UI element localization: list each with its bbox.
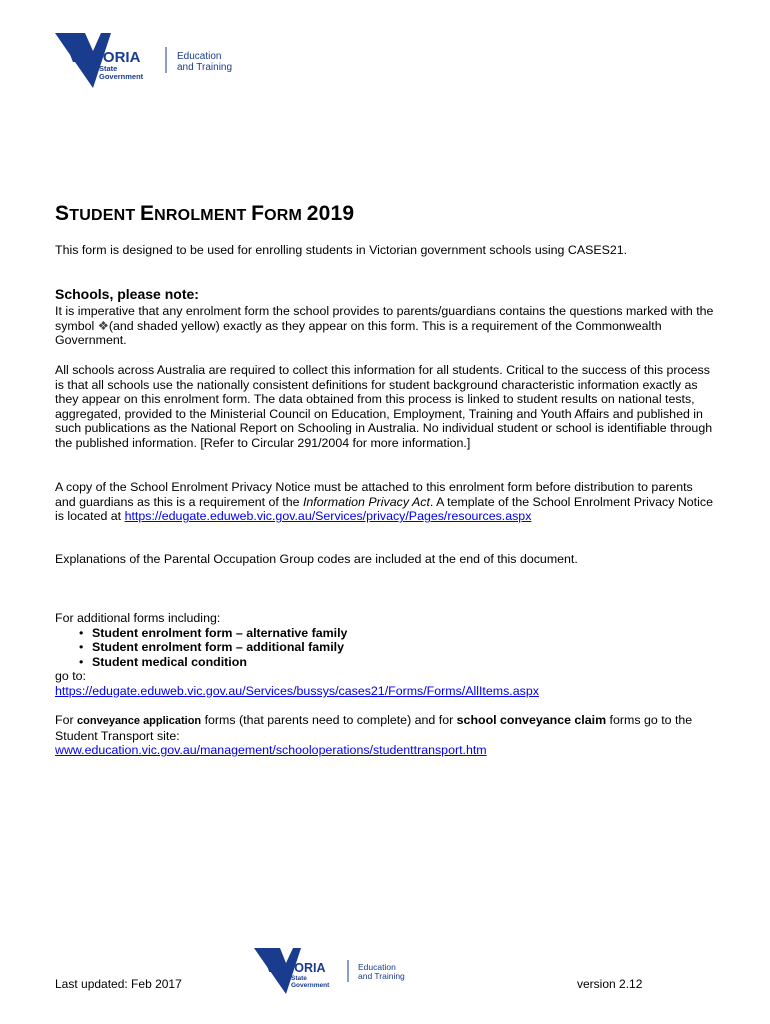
footer-logo-sub1: State (291, 975, 307, 982)
privacy-notice-paragraph: A copy of the School Enrolment Privacy Notice must be attached to this enrolment form before distribution to parents and guardians as this is a requirement of the Information Privacy Act. A template of the School Enrolment Privacy Notice is located at https://edugate.eduweb.vic.gov.au/Services/privacy/Pages/resources.aspx (55, 480, 713, 524)
logo-sub1: State (99, 64, 118, 73)
victoria-education-logo (55, 33, 255, 88)
footer-victoria-logo (254, 948, 424, 994)
national-data-paragraph: All schools across Australia are required to collect this information for all students. Critical to the success of this process is that all schools use the nationally consistent definitions for student background characteristic information exactly as they appear on this enrolment form. The data obtained from this process is linked to student results on national tests, aggregated, provided to the Ministerial Council on Education, Employment, Training and Youth Affairs and published in such publications as the National Report on Schooling in Australia. No individual student or school is identifiable through the published information. [Refer to Circular 291/2004 for more information.] (55, 363, 713, 450)
goto-label: go to: (55, 669, 87, 684)
diamond-symbol-icon: ❖ (97, 318, 109, 333)
schools-note-heading: Schools, please note: (55, 286, 199, 302)
requirement-paragraph: It is imperative that any enrolment form the school provides to parents/guardians contains the questions marked with the symbol ❖(and shaded yellow) exactly as they appear on this form. This is a requirement of the Commonwealth Government. (55, 304, 714, 348)
list-item: • Student enrolment form – alternative family (92, 626, 715, 641)
footer-logo-brand: VICTORIA (266, 961, 326, 975)
version-number: version 2.12 (577, 977, 643, 991)
conveyance-section: For conveyance application forms (that parents need to complete) and for school conveyance claim forms go to the Student Transport site: www.education.vic.gov.au/management/schooloperations/studenttransport.htm (55, 713, 693, 758)
logo-sub2: Government (99, 72, 144, 81)
occupation-codes-paragraph: Explanations of the Parental Occupation Group codes are included at the end of this document. (55, 552, 578, 566)
footer-logo-dept1: Education (358, 962, 396, 972)
last-updated: Last updated: Feb 2017 (55, 977, 182, 991)
logo-dept2: and Training (177, 62, 233, 73)
list-item: • Student enrolment form – additional family (92, 640, 715, 655)
logo-brand: VICTORIA (69, 49, 141, 66)
page-title: STUDENT ENROLMENT FORM 2019 (55, 202, 355, 225)
intro-text: This form is designed to be used for enrolling students in Victorian government schools using CASES21. (55, 243, 628, 257)
list-item: • Student medical condition (92, 655, 715, 670)
footer-logo-sub2: Government (291, 982, 330, 989)
footer-logo-dept2: and Training (358, 971, 405, 981)
forms-list (55, 626, 715, 670)
additional-forms-section (55, 611, 715, 699)
student-transport-link[interactable]: www.education.vic.gov.au/management/schooloperations/studenttransport.htm (55, 743, 487, 758)
logo-dept1: Education (177, 51, 222, 62)
additional-forms-intro: For additional forms including: (55, 611, 221, 625)
cases21-forms-link[interactable]: https://edugate.eduweb.vic.gov.au/Services/bussys/cases21/Forms/Forms/AllItems.aspx (55, 683, 539, 698)
privacy-resources-link[interactable]: https://edugate.eduweb.vic.gov.au/Services/privacy/Pages/resources.aspx (124, 509, 532, 524)
